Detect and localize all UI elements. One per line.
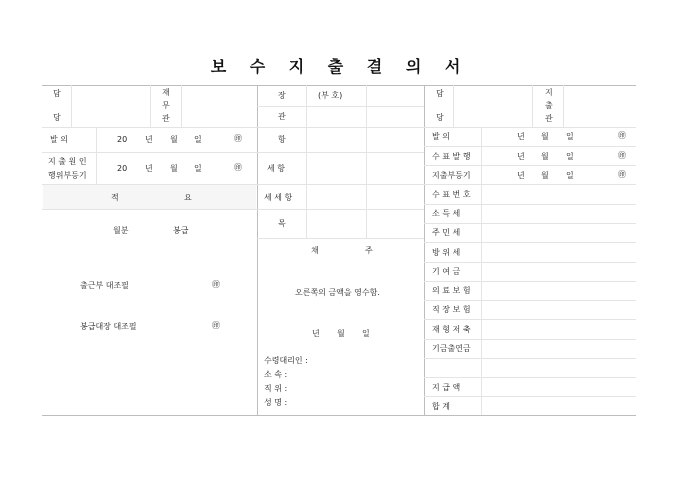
finance-sign-box[interactable] bbox=[182, 86, 256, 127]
right-approver-label-dam: 담 bbox=[436, 89, 444, 98]
cause-label-line2: 행위부등기 bbox=[48, 171, 87, 180]
disbursing-label-gwan: 관 bbox=[545, 114, 553, 123]
right-proposal-seal-icon: ㊞ bbox=[618, 131, 626, 140]
left-middle-divider bbox=[257, 85, 258, 415]
creditor-label-left: 채 bbox=[311, 246, 319, 255]
proposal-seal-icon: ㊞ bbox=[234, 134, 242, 143]
total-label: 합 계 bbox=[432, 402, 450, 411]
ledger-register-label: 지출부등기 bbox=[432, 171, 471, 180]
check-issue-month-unit: 월 bbox=[541, 152, 549, 161]
ledger-register-month-unit: 월 bbox=[541, 171, 549, 180]
code-label: (부 호) bbox=[318, 91, 343, 100]
total-field[interactable] bbox=[482, 397, 636, 415]
finance-label-jae: 재 bbox=[162, 88, 170, 97]
savings-label: 재 형 저 축 bbox=[432, 325, 471, 334]
finance-label-mu: 무 bbox=[162, 101, 170, 110]
resident-tax-field[interactable] bbox=[482, 224, 636, 242]
fund-contribution-label: 기금출연금 bbox=[432, 344, 471, 353]
resident-tax-label: 주 민 세 bbox=[432, 228, 461, 237]
check-issue-day-unit: 일 bbox=[566, 152, 574, 161]
disbursing-label-ji: 지 bbox=[545, 88, 553, 97]
check-issue-year-unit: 년 bbox=[517, 152, 525, 161]
receipt-day-unit: 일 bbox=[362, 329, 370, 338]
finance-label-gwan: 관 bbox=[162, 114, 170, 123]
right-approver-label-dang: 당 bbox=[436, 113, 444, 122]
payroll-seal-icon: ㊞ bbox=[212, 321, 220, 330]
payment-amount-field[interactable] bbox=[482, 378, 636, 396]
approver-label-dam: 담 bbox=[53, 89, 61, 98]
right-proposal-year-unit: 년 bbox=[517, 132, 525, 141]
right-proposal-day-unit: 일 bbox=[566, 132, 574, 141]
account-sehang-label: 세 항 bbox=[267, 164, 285, 173]
income-tax-field[interactable] bbox=[482, 205, 636, 223]
check-issue-label: 수 표 발 행 bbox=[432, 152, 471, 161]
account-gwan-field[interactable] bbox=[307, 107, 366, 127]
right-proposal-label: 발 의 bbox=[432, 132, 450, 141]
cause-seal-icon: ㊞ bbox=[234, 163, 242, 172]
workplace-insurance-label: 직 장 보 험 bbox=[432, 305, 471, 314]
income-tax-label: 소 득 세 bbox=[432, 209, 461, 218]
proposal-label: 발 의 bbox=[50, 135, 68, 144]
proposal-year-prefix: 20 bbox=[117, 135, 128, 144]
ledger-register-seal-icon: ㊞ bbox=[618, 170, 626, 179]
receipt-month-unit: 월 bbox=[337, 329, 345, 338]
form-title: 보 수 지 출 결 의 서 bbox=[210, 57, 470, 76]
account-sesehang-label: 세 세 항 bbox=[264, 193, 293, 202]
account-gwan-code-field[interactable] bbox=[367, 107, 424, 127]
account-gwan-label: 관 bbox=[278, 112, 286, 121]
receipt-year-unit: 년 bbox=[312, 329, 320, 338]
payment-amount-label: 지 급 액 bbox=[432, 383, 461, 392]
receipt-statement: 오른쪽의 금액을 영수함. bbox=[295, 288, 380, 297]
payroll-check-label: 봉급대장 대조필 bbox=[80, 322, 137, 331]
ledger-register-day-unit: 일 bbox=[566, 171, 574, 180]
attendance-seal-icon: ㊞ bbox=[212, 280, 220, 289]
cause-year-unit: 년 bbox=[145, 164, 153, 173]
disbursing-label-chul: 출 bbox=[545, 101, 553, 110]
account-hang-label: 항 bbox=[278, 135, 286, 144]
name-label: 성 명 : bbox=[264, 398, 288, 407]
cause-day-unit: 일 bbox=[194, 164, 202, 173]
proposal-year-unit: 년 bbox=[145, 135, 153, 144]
approver-label-dang: 당 bbox=[53, 113, 61, 122]
officer-sign-box[interactable] bbox=[72, 86, 150, 127]
account-mok-label: 목 bbox=[278, 219, 286, 228]
month-share-label: 월분 bbox=[113, 226, 129, 235]
account-jang-label: 장 bbox=[278, 91, 286, 100]
cause-label-line1: 지 출 원 인 bbox=[48, 157, 87, 166]
check-number-field[interactable] bbox=[482, 185, 636, 204]
cause-month-unit: 월 bbox=[170, 164, 178, 173]
medical-insurance-label: 의 료 보 험 bbox=[432, 286, 471, 295]
middle-right-divider bbox=[424, 85, 425, 415]
summary-header-left: 적 bbox=[111, 193, 119, 202]
proposal-month-unit: 월 bbox=[170, 135, 178, 144]
disbursing-sign-box[interactable] bbox=[564, 86, 636, 127]
proxy-recipient-label: 수령대리인 : bbox=[264, 356, 308, 365]
position-label: 직 위 : bbox=[264, 384, 288, 393]
right-officer-sign-box[interactable] bbox=[454, 86, 532, 127]
bottom-border bbox=[42, 415, 636, 416]
right-proposal-month-unit: 월 bbox=[541, 132, 549, 141]
defense-tax-label: 방 위 세 bbox=[432, 248, 461, 257]
cause-year-prefix: 20 bbox=[117, 164, 128, 173]
summary-header-right: 요 bbox=[184, 193, 192, 202]
check-issue-seal-icon: ㊞ bbox=[618, 151, 626, 160]
proposal-day-unit: 일 bbox=[194, 135, 202, 144]
summary-header-shade bbox=[43, 185, 256, 209]
attendance-check-label: 출근부 대조필 bbox=[80, 281, 129, 290]
creditor-label-right: 주 bbox=[365, 246, 373, 255]
salary-label: 봉급 bbox=[173, 226, 189, 235]
ledger-register-year-unit: 년 bbox=[517, 171, 525, 180]
check-number-label: 수 표 번 호 bbox=[432, 190, 471, 199]
contribution-label: 기 여 금 bbox=[432, 267, 461, 276]
affiliation-label: 소 속 : bbox=[264, 370, 288, 379]
